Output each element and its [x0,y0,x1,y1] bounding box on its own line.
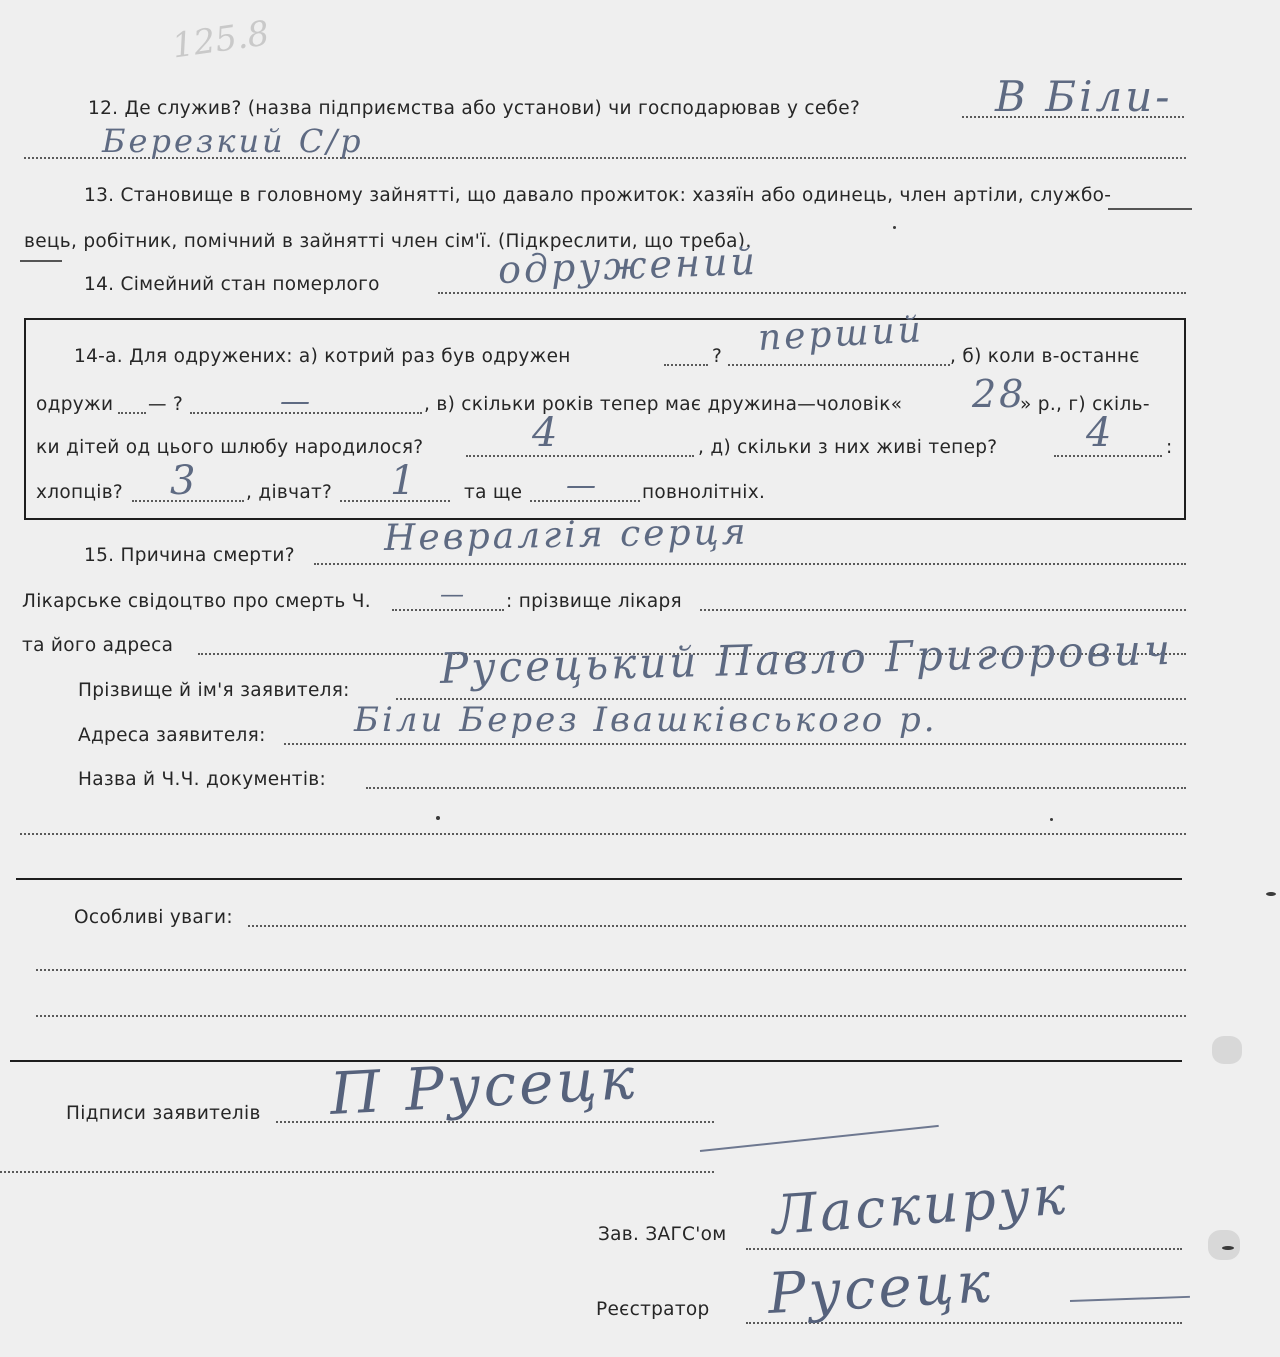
q14a-line1-a: 14-а. Для одружених: а) котрий раз був одружен [74,346,571,367]
q14a-line4-girls: 1 [390,458,419,504]
head-signature-label: Зав. ЗАГС'ом [598,1224,727,1245]
notes-line-1 [248,925,1186,927]
notes-line-3 [36,1015,1186,1017]
q14a-line4-d: повнолітніх. [642,482,766,503]
applicants-signature-flourish [700,1125,939,1152]
q14a-line3-living: 4 [1086,410,1115,456]
ink-speck [436,816,440,820]
q14-answer: одружений [497,238,759,292]
q14a-line1-blank [664,364,708,366]
q14a-line2-c: » р., г) скіль- [1020,394,1150,415]
registrar-signature: Русецк [766,1250,995,1327]
q13-line1: 13. Становище в головному зайнятті, що давало прожиток: хазяїн або одинець, член артіли, службо- [84,185,1112,206]
registrar-signature-flourish [1070,1296,1190,1302]
q14a-line2-a: одружи [36,394,114,415]
q14a-line3-children: 4 [532,410,561,456]
q15-label: 15. Причина смерти? [84,545,295,566]
head-signature-line [746,1248,1182,1250]
applicant-docs-line-2 [20,833,1186,835]
notes-line-2 [36,969,1186,971]
q14a-line3-a: ки дітей од цього шлюбу народилося? [36,437,424,458]
q13-line2: вець, робітник, помічний в зайнятті член сім'ї. (Підкреслити, що треба). [24,231,752,252]
applicant-address-answer: Біли Берез Івашківського р. [354,700,938,740]
registrar-signature-label: Реєстратор [596,1299,710,1320]
q14a-line1-b: ? [712,346,723,367]
ink-speck [1050,818,1053,821]
notes-label: Особливі уваги: [74,907,233,928]
q12-answer-line1: В Біли- [995,72,1173,121]
applicants-signature-label: Підписи заявителів [66,1103,261,1124]
q14a-line4-more: — [566,468,599,503]
medical-doctor-line [700,609,1186,611]
q14a-line4-boys: 3 [170,458,199,504]
q14a-line1-answer: перший [756,309,925,359]
q14a-line3-children-line [466,455,694,457]
medical-address-label: та його адреса [22,635,174,656]
q14a-line4-c: та ще [464,482,523,503]
edge-mark [1222,1246,1234,1250]
q14a-line2-answer: — [280,384,313,419]
applicants-signature-line-2 [0,1171,714,1173]
q14a-line2-blank-left [118,412,146,414]
q14a-line3-b: , д) скільки з них живі тепер? [698,437,998,458]
q14-label: 14. Сімейний стан померлого [84,274,380,295]
q14a-line2-b: , в) скільки років тепер має дружина—чоловік« [424,394,903,415]
medical-cert-label: Лікарське свідоцтво про смерть Ч. [22,591,371,612]
q14a-line3-c: : [1166,437,1173,458]
q14a-line1-c: , б) коли в-останнє [950,346,1140,367]
q13-underline-sluzhbovets [1108,208,1192,210]
head-signature: Ласкирук [769,1163,1071,1247]
medical-cert-answer-line [392,609,504,611]
applicants-signature: П Русецк [328,1043,639,1128]
q15-answer: Невралгія серця [383,511,749,559]
ink-speck [893,226,896,229]
q14a-line4-b: , дівчат? [246,482,333,503]
section-rule-1 [16,878,1182,880]
applicant-address-label: Адреса заявителя: [78,725,266,746]
q14a-line2-dash: — ? [148,394,184,415]
applicant-name-answer: Русецький Павло Григорович [439,624,1174,693]
q14a-line4-a: хлопців? [36,482,124,503]
applicant-name-label: Прізвище й ім'я заявителя: [78,680,350,701]
faded-corner-mark: 125.8 [169,13,272,67]
q14-answer-line [438,292,1186,294]
medical-cert-answer: — [440,580,467,608]
applicant-address-line [284,743,1186,745]
q14a-line1-answer-line [728,364,950,366]
q12-answer-line2: Березкий С/р [102,122,364,160]
q13-underline-vets [20,260,62,262]
edge-mark [1266,892,1276,896]
applicant-docs-line [366,787,1186,789]
applicant-docs-label: Назва й Ч.Ч. документів: [78,769,327,790]
binder-hole [1212,1036,1242,1064]
medical-doctor-label: : прізвище лікаря [506,591,682,612]
q15-answer-line [314,563,1186,565]
q12-label: 12. Де служив? (назва підприємства або установи) чи господарював у себе? [88,98,861,119]
binder-hole [1208,1230,1240,1260]
q14a-line2-age: 28 [972,372,1027,416]
